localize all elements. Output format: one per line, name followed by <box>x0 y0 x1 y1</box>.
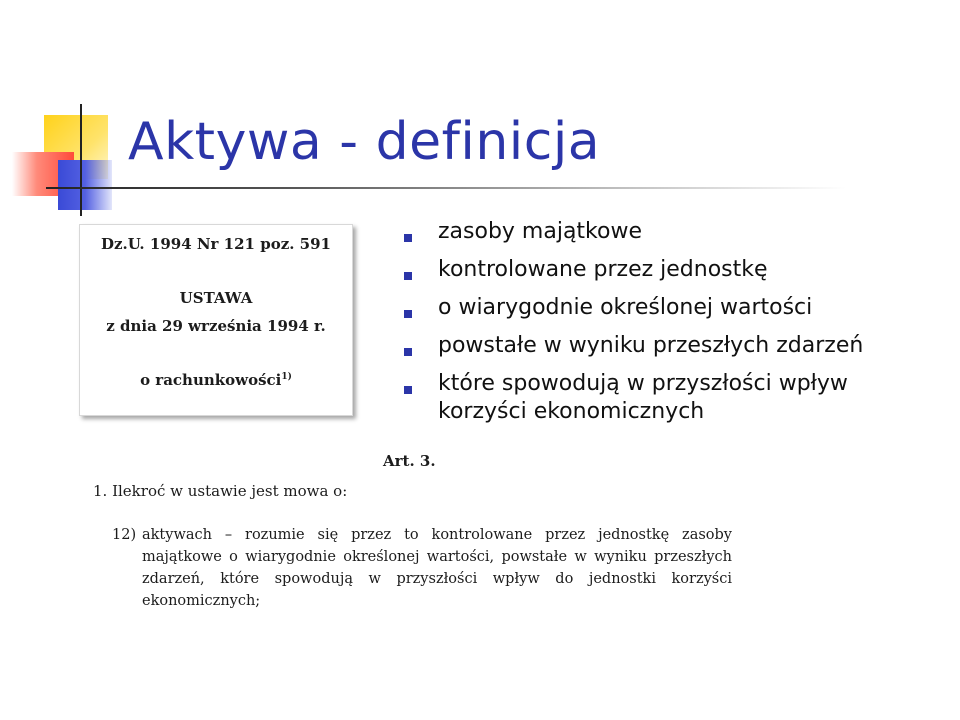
bullet-square-icon <box>404 386 412 394</box>
bullet-text: zasoby majątkowe <box>438 219 643 244</box>
article-title: Art. 3. <box>383 452 436 470</box>
slide-title: Aktywa - definicja <box>128 112 601 172</box>
act-subject-line <box>80 371 352 389</box>
act-reference: Dz.U. 1994 Nr 121 poz. 591 <box>100 235 331 253</box>
decoration-blue-square <box>58 160 112 210</box>
bullet-text: o wiarygodnie określonej wartości <box>438 295 813 320</box>
title-underline <box>46 187 846 189</box>
act-subject: o rachunkowości <box>140 371 282 389</box>
article-item-number: 12) <box>112 527 137 543</box>
bullet-square-icon <box>404 348 412 356</box>
article-item-12 <box>112 524 732 612</box>
bullet-square-icon <box>404 272 412 280</box>
bullet-item <box>404 256 924 284</box>
bullet-text: powstałe w wyniku przeszłych zdarzeń <box>438 333 864 358</box>
bullet-item <box>404 370 924 426</box>
bullet-item <box>404 218 924 246</box>
bullet-text: kontrolowane przez jednostkę <box>438 257 768 282</box>
definition-bullet-list <box>404 218 924 436</box>
bullet-square-icon <box>404 310 412 318</box>
article-item-text: aktywach – rozumie się przez to kontrolowane przez jednostkę zasoby majątkowe o wiarygodnie określonej wartości, powstałe w wyniku przeszłych zdarzeń, które spowodują w przyszłości wpływ do jednostki korzyści ekonomicznych; <box>142 527 732 609</box>
bullet-text: które spowodują w przyszłości wpływ korzyści ekonomicznych <box>438 371 848 424</box>
act-footnote-mark: 1) <box>281 372 292 382</box>
act-type: USTAWA <box>179 289 253 307</box>
act-date: z dnia 29 września 1994 r. <box>106 317 326 335</box>
article-paragraph-1: 1. Ilekroć w ustawie jest mowa o: <box>93 482 348 500</box>
decoration-vertical-line <box>80 104 82 216</box>
act-header-box <box>79 224 353 416</box>
bullet-square-icon <box>404 234 412 242</box>
bullet-item <box>404 332 924 360</box>
bullet-item <box>404 294 924 322</box>
